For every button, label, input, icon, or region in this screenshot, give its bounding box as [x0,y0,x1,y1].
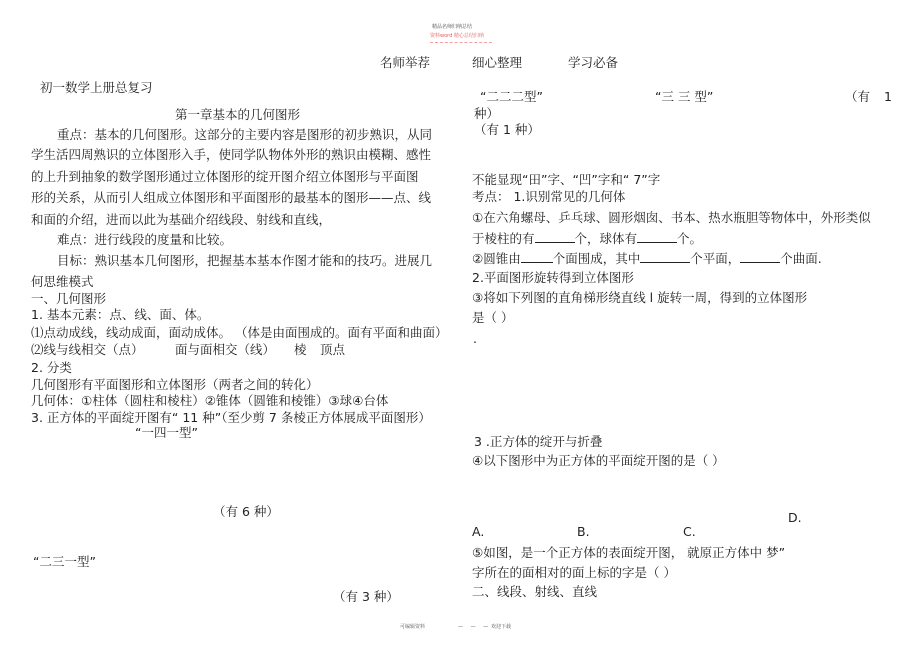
list-item: 几何体：①柱体（圆柱和棱柱）②锥体（圆锥和棱锥）③球④台体 [31,393,389,408]
paragraph-line: 和面的介绍，进而以此为基础介绍线段、射线和直线， [31,212,332,227]
question-text: 个面围成，其中 [552,251,641,266]
paragraph-line: 学生活四周熟识的立体图形入手，使同学队物体外形的熟识由模糊、感性 [31,147,432,162]
header-small-text: 精品名师归纳总结 [432,24,473,30]
header-tag: 学习必备 [568,55,619,70]
dot-mark: . [473,331,477,346]
list-item: 2. 分类 [31,360,72,375]
doc-title: 初一数学上册总复习 [40,80,153,95]
list-item: 面与面相交（线） [175,342,276,357]
net-type-label: “二二二型” [480,89,543,104]
answer-blank[interactable] [535,230,575,243]
question-line: 字所在的面相对的面上标的字是（ ） [472,565,676,580]
net-count-label: （有 1 [845,89,892,104]
list-item: 棱 [294,342,307,357]
paragraph-line: 形的关系，从而引人组成立体图形和平面图形的最基本的图形——点、线 [31,190,432,205]
question-text: 个，球体有 [574,231,638,246]
question-line [472,250,822,267]
answer-blank[interactable] [521,250,553,263]
header-divider [430,42,492,43]
chapter-title: 第一章基本的几何图形 [175,107,301,122]
option-a[interactable]: A. [472,524,485,539]
list-item: ⑵线与线相交（点） [31,342,144,357]
option-b[interactable]: B. [577,524,590,539]
question-line: ④以下图形中为正方体的平面绽开图的是（ ） [472,453,725,468]
list-item: ⑴点动成线，线动成面，面动成体。 （体是由面围成的。面有平面和曲面） [31,325,448,340]
net-type-label: “一四一型” [135,425,198,440]
answer-blank[interactable] [740,250,780,263]
option-c[interactable]: C. [683,524,696,539]
footer-mid: — — — [458,624,492,630]
exam-point: 2.平面图形旋转得到立体图形 [472,270,634,285]
net-count-label: （有 6 种） [213,504,279,519]
answer-blank[interactable] [637,230,677,243]
header-tag: 细心整理 [472,55,523,70]
question-line: ③将如下列图的直角梯形绕直线 l 旋转一周，得到的立体图形 [472,290,808,305]
exam-point: 3 .正方体的绽开与折叠 [474,434,603,449]
question-line: ⑤如图，是一个正方体的表面绽开图， 就原正方体中 梦” [472,545,786,560]
section-heading: 二、线段、射线、直线 [472,584,598,599]
note-line: 不能显现“田”字、“凹”字和“ 7”字 [472,172,661,187]
net-type-label: “三 三 型” [655,89,714,104]
question-text: 于棱柱的有 [472,231,535,246]
net-count-label: （有 1 种） [474,122,540,137]
list-item: 几何图形有平面图形和立体图形（两者之间的转化） [31,377,319,392]
paragraph-line: 重点：基本的几何图形。这部分的主要内容是图形的初步熟识，从同 [57,127,433,142]
question-text: ②圆锥由 [472,251,521,266]
net-count-label: （有 3 种） [333,589,399,604]
footer-right: 欢迎下载 [491,624,512,630]
footer-left: 可编辑资料 [400,624,426,630]
option-d[interactable]: D. [788,510,802,525]
exam-point: 考点： 1.识别常见的几何体 [472,189,626,204]
difficulty-line: 难点：进行线段的度量和比较。 [57,232,233,247]
goal-line: 何思维模式 [31,274,94,289]
question-line: 是（ ） [472,310,514,325]
question-line [472,230,702,247]
header-small-text-red: 资料word 精心总结归纳 [430,33,484,39]
goal-line: 目标：熟识基本几何图形，把握基本基本作图才能和的技巧。进展几 [57,253,433,268]
question-line: ①在六角螺母、乒乓球、圆形烟囱、书本、热水瓶胆等物体中，外形类似 [472,210,871,225]
answer-blank[interactable] [640,250,690,263]
question-text: 个曲面. [780,251,822,266]
question-text: 个平面， [690,251,741,266]
net-type-label: “二三一型” [33,554,96,569]
list-item: 1. 基本元素：点、线、面、体。 [31,307,210,322]
question-text: 个。 [677,231,703,246]
header-tag: 名师举荐 [380,55,431,70]
section-heading: 一、几何图形 [31,291,107,306]
paragraph-line: 的上升到抽象的数学图形通过立体图形的绽开图介绍立体图形与平面图 [31,169,419,184]
list-item: 顶点 [320,342,346,357]
list-item: 3. 正方体的平面绽开图有“ 11 种”（至少剪 7 条棱正方体展成平面图形） [31,410,431,425]
net-count-label: 种） [474,106,500,121]
